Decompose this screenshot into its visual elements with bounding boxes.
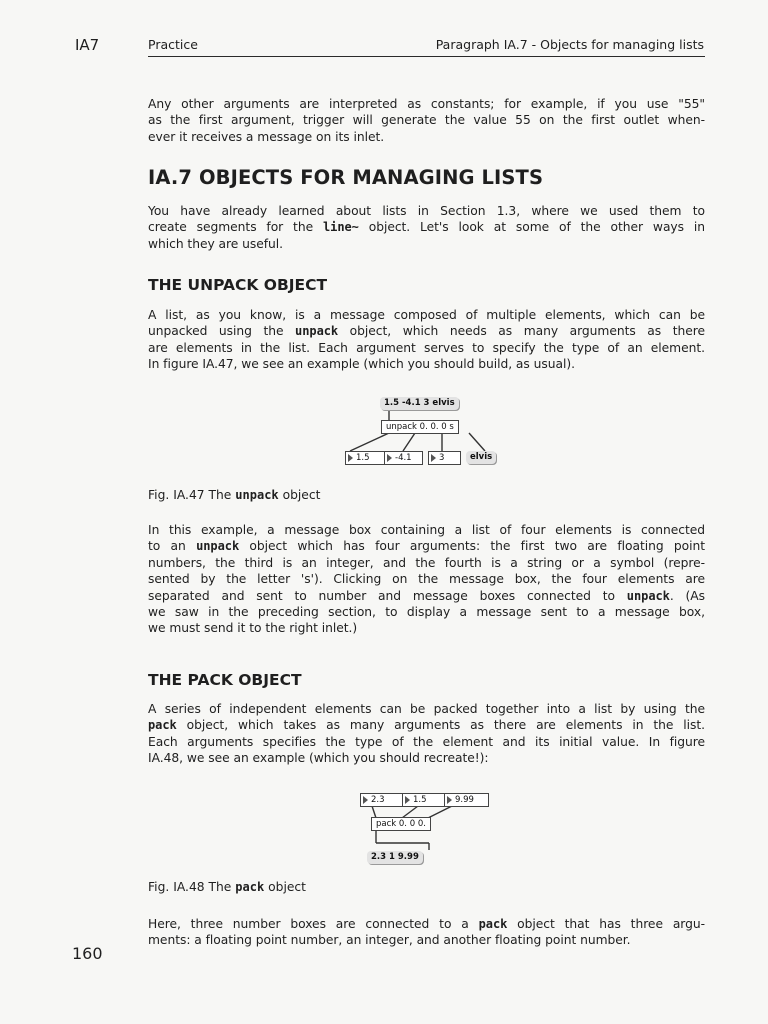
unpack-object[interactable]: unpack 0. 0. 0 s [381, 420, 459, 434]
text-line: A series of independent elements can be packed together into a list by using the [148, 702, 705, 716]
code-term: line~ [322, 220, 359, 235]
text-line: Each arguments specifies the type of the element and its initial value. In figure [148, 734, 705, 749]
text-line: IA.48, we see an example (which you should recreate!): [148, 751, 489, 766]
list-message-box[interactable]: 1.5 -4.1 3 elvis [380, 397, 459, 410]
figure-caption: Fig. IA.47 The unpack object [148, 488, 321, 502]
code-term: unpack [235, 488, 279, 502]
text-line: we must send it to the right inlet.) [148, 621, 358, 636]
figure-caption: Fig. IA.48 The pack object [148, 880, 307, 894]
float-number-box[interactable]: -4.1 [384, 451, 423, 465]
text-line: You have already learned about lists in Section 1.3, where we used them to [148, 204, 705, 218]
text-line: ever it receives a message on its inlet. [148, 129, 385, 144]
int-number-box[interactable]: 1.5 [402, 793, 447, 807]
unpack-heading: THE UNPACK OBJECT [148, 276, 328, 294]
float-number-box[interactable]: 2.3 [360, 793, 405, 807]
text-line: separated and sent to number and message boxes connected to unpack. (As [148, 588, 706, 603]
code-term: unpack [295, 324, 339, 339]
list-message-box[interactable]: 2.3 1 9.99 [367, 851, 423, 864]
text-line: as the first argument, trigger will generate the value 55 on the first outlet when- [148, 113, 705, 128]
closing-paragraph [148, 916, 705, 949]
text-line: sented by the letter 's'). Clicking on the message box, the four elements are [148, 572, 705, 587]
code-term: pack [478, 917, 508, 931]
float-number-box[interactable]: 1.5 [345, 451, 387, 465]
text-line: Here, three number boxes are connected to a pack object that has three argu- [148, 917, 705, 931]
chapter-label: IA7 [75, 36, 100, 54]
text-line: create segments for the line~ object. Let's look at some of the other ways in [148, 220, 705, 235]
code-term: unpack [626, 588, 670, 603]
code-term: pack [235, 880, 265, 894]
text-line: which they are useful. [148, 236, 284, 251]
pack-heading: THE PACK OBJECT [148, 671, 302, 689]
text-line: A list, as you know, is a message composed of multiple elements, which can be [148, 308, 705, 322]
section-heading: IA.7 OBJECTS FOR MANAGING LISTS [148, 166, 544, 189]
text-line: In this example, a message box containing a list of four elements is connected [148, 523, 705, 537]
text-line: we saw in the preceding section, to display a message sent to a message box, [148, 605, 705, 620]
text-line: In figure IA.47, we see an example (which you should build, as usual). [148, 357, 575, 372]
int-number-box[interactable]: 3 [428, 451, 461, 465]
pack-object[interactable]: pack 0. 0 0. [371, 817, 431, 831]
code-term: unpack [196, 539, 240, 554]
text-line: are elements in the list. Each argument serves to specify the type of an element. [148, 340, 705, 355]
text-line: Any other arguments are interpreted as constants; for example, if you use "55" [148, 97, 705, 111]
text-line: ments: a floating point number, an integer, and another floating point number. [148, 933, 631, 948]
page-number: 160 [72, 944, 103, 963]
code-term: pack [148, 718, 177, 733]
text-line: unpacked using the unpack object, which needs as many arguments as there [148, 324, 705, 339]
text-line: numbers, the third is an integer, and the fourth is a string or a symbol (repre- [148, 555, 705, 570]
running-head-right: Paragraph IA.7 - Objects for managing lists [435, 37, 704, 52]
text-line: pack object, which takes as many arguments as there are elements in the list. [148, 718, 705, 733]
running-head-left: Practice [148, 37, 198, 52]
float-number-box[interactable]: 9.99 [444, 793, 489, 807]
text-line: to an unpack object which has four arguments: the first two are floating point [148, 539, 705, 554]
symbol-message-box[interactable]: elvis [466, 451, 496, 464]
